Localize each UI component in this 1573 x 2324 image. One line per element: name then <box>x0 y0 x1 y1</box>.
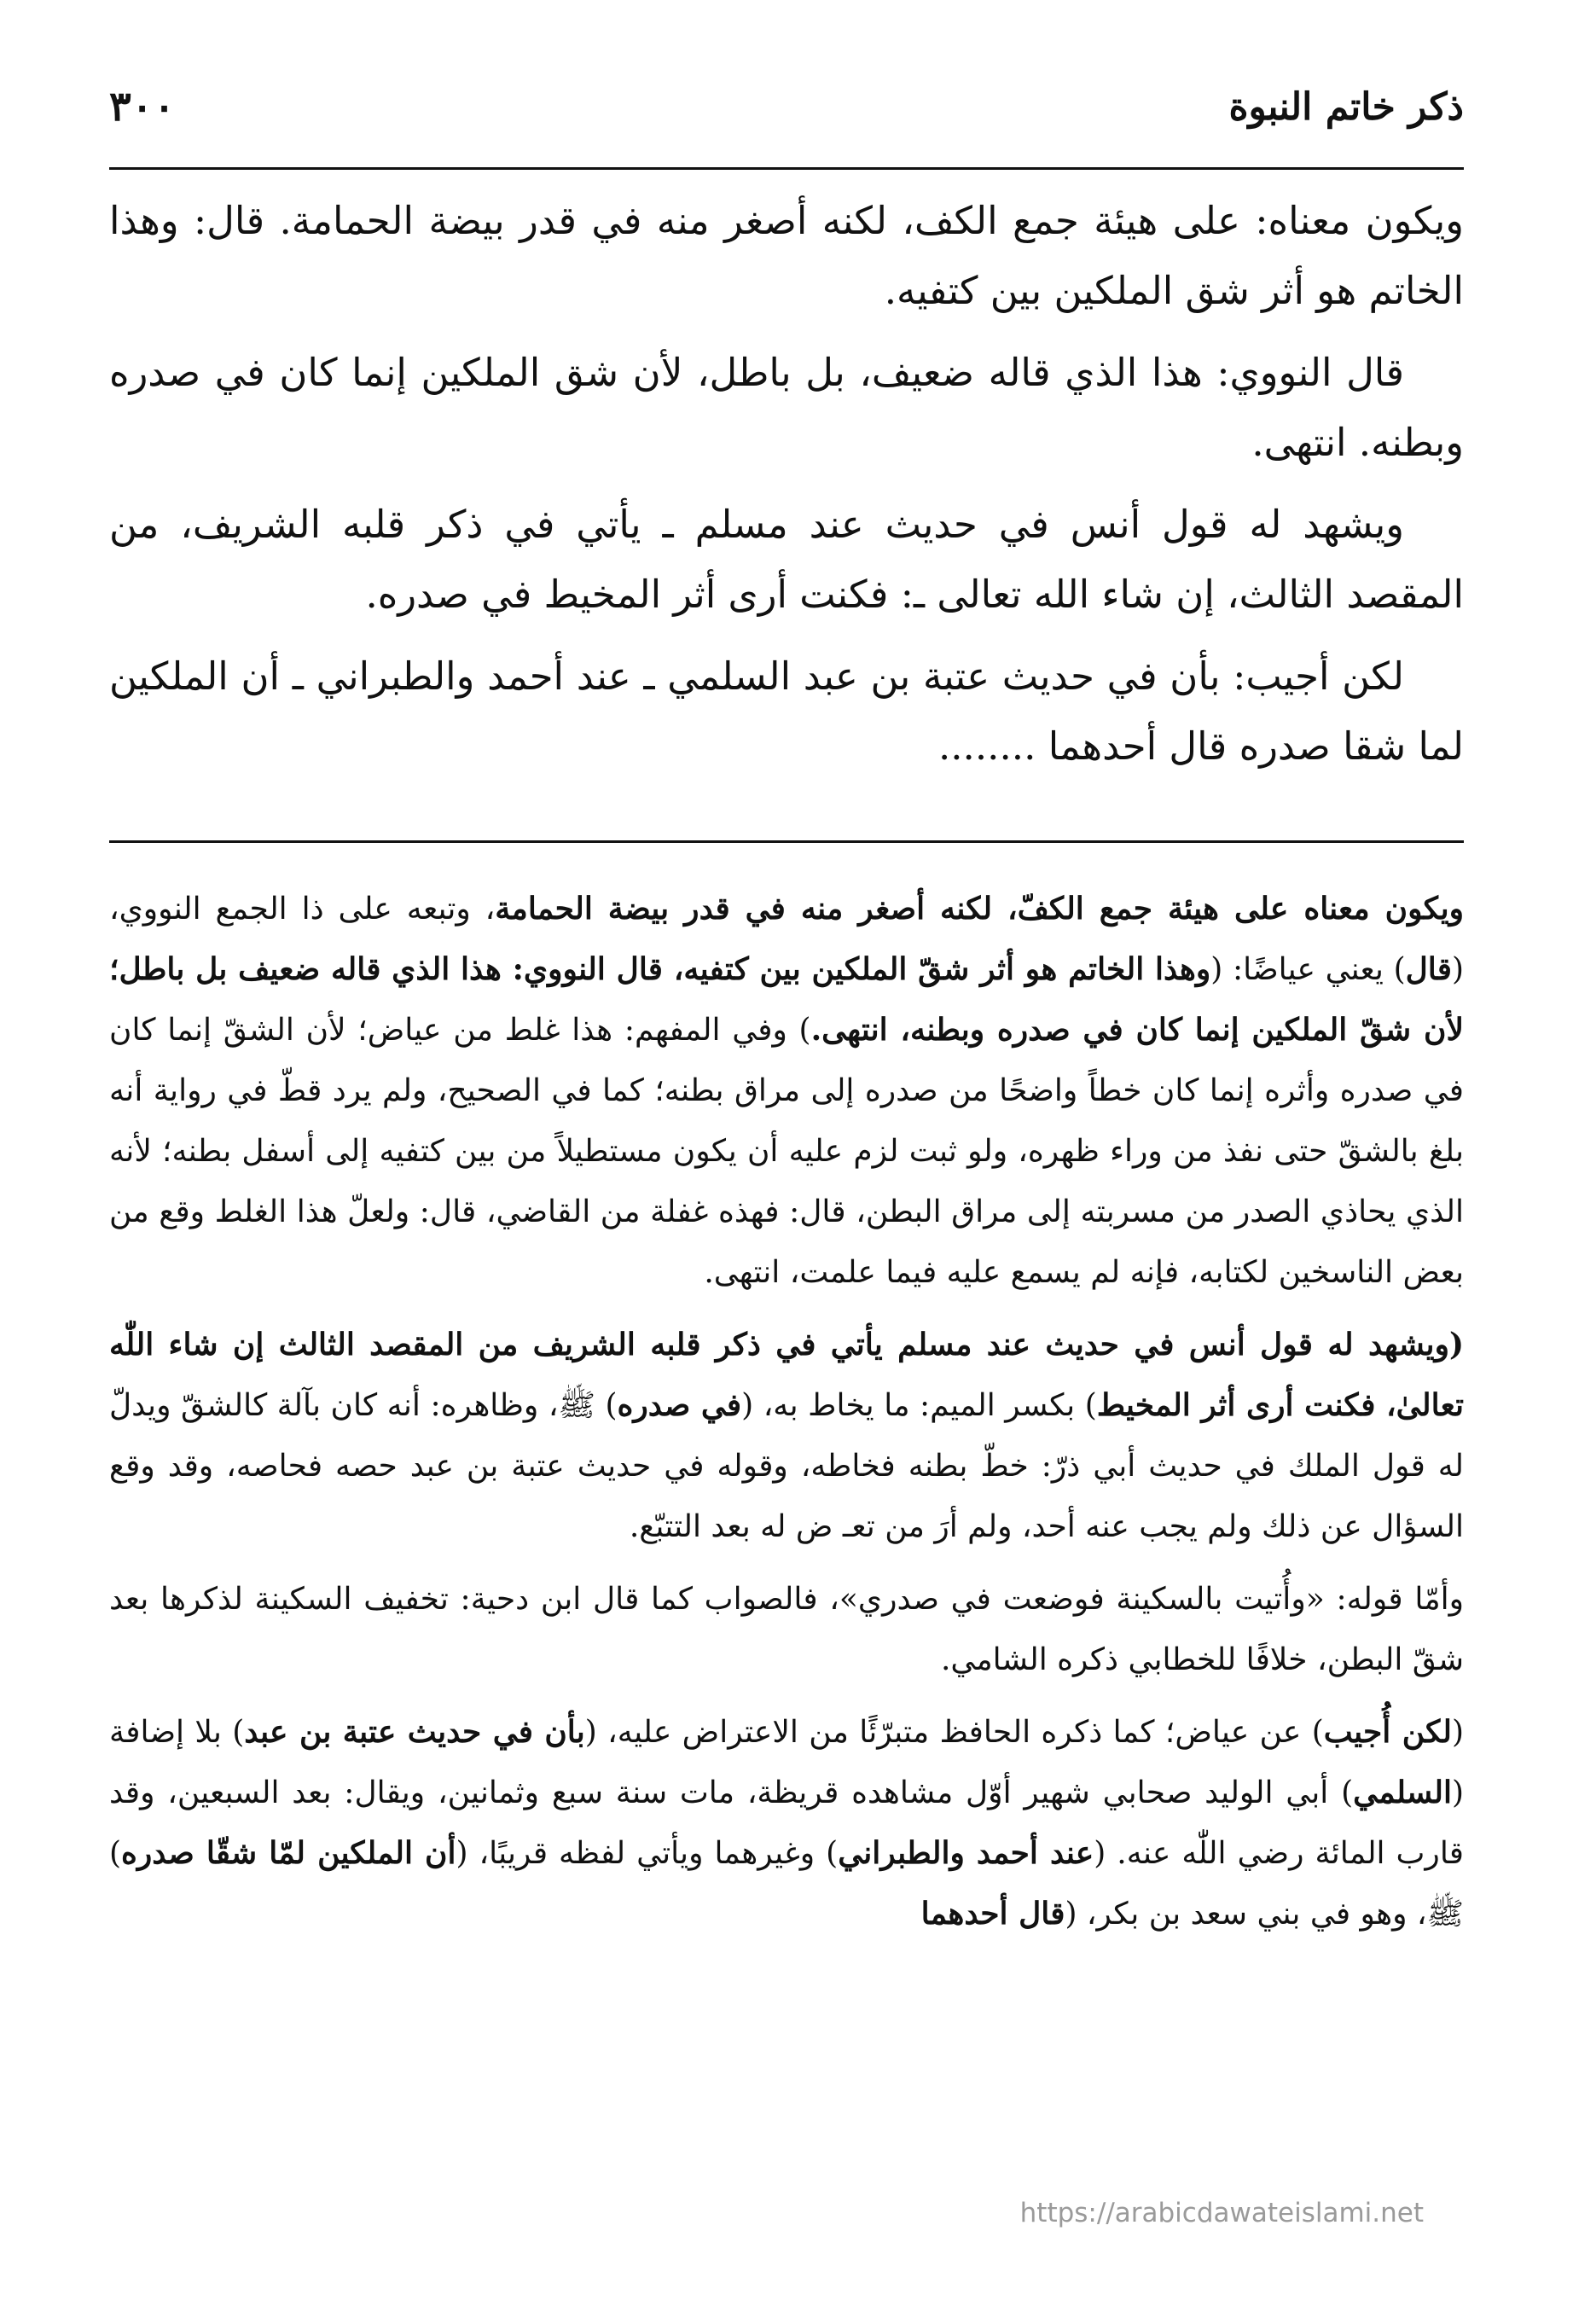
quoted-text: بأن في حديث عتبة بن عبد <box>244 1714 585 1750</box>
quoted-text: (ويشهد له قول أنس في حديث عند مسلم يأتي في ذكر قلبه الشريف من المقصد الثالث إن شاء اللّٰه تعالىٰ، فكنت أرى أثر المخيط <box>109 1327 1465 1423</box>
commentary-text-run: ) وغيرهما ويأتي لفظه قريبًا، ( <box>456 1836 839 1871</box>
quoted-text: قال <box>1405 951 1452 987</box>
quoted-text: لكن أُجيب <box>1323 1714 1452 1750</box>
commentary-text-run: ، وتبعه على ذا الجمع النووي، ( <box>109 892 1465 987</box>
header-rule <box>109 167 1464 170</box>
main-paragraph <box>109 642 1464 781</box>
quoted-text: وهذا الخاتم هو أثر شقّ الملكين بين كتفيه، قال النووي: هذا الذي قاله ضعيف بل باطل؛ لأن شقّ الملكين إنما كان في صدره وبطنه، انتهى. <box>109 951 1464 1048</box>
commentary-paragraph <box>109 879 1464 1303</box>
main-text <box>109 186 1464 793</box>
commentary-text-run: ) بكسر الميم: ما يخاط به، ( <box>741 1388 1097 1423</box>
quoted-text: في صدره <box>617 1387 742 1423</box>
main-paragraph: قال النووي: هذا الذي قاله ضعيف، بل باطل، لأن شق الملكين إنما كان في صدره وبطنه. انتهى. <box>109 350 1464 465</box>
commentary-text-run: ) أبي الوليد صحابي شهير أوّل مشاهده قريظة، مات سنة سبع وثمانين، ويقال: بعد السبعين، وقد قارب المائة رضي اللّٰه عنه. ( <box>109 1775 1464 1871</box>
commentary-text-run: ) بلا إضافة ( <box>109 1715 1464 1810</box>
commentary-paragraph <box>109 1315 1464 1557</box>
commentary-text-run: ) وفي المفهم: هذا غلط من عياض؛ لأن الشقّ إنما كان في صدره وأثره إنما كان خطاً واضحًا من صدره إلى مراق بطنه؛ كما في الصحيح، ولم يرد قطّ في رواية أنه بلغ بالشقّ حتى نفذ من وراء ظهره، ولو ثبت لزم عليه أن يكون مستطيلاً من بين كتفيه إلى أسفل بطنه؛ لأنه الذي يحاذي الصدر من مسربته إلى مراق البطن، قال: فهذه غفلة من القاضي، قال: ولعلّ هذا الغلط وقع من بعض الناسخين لكتابه، فإنه لم يسمع عليه فيما علمت، انتهى. <box>109 1013 1464 1290</box>
section-divider <box>109 840 1464 843</box>
commentary-paragraph: وأمّا قوله: «وأُتيت بالسكينة فوضعت في صدري»، فالصواب كما قال ابن دحية: تخفيف السكينة لذكرها بعد شقّ البطن، خلافًا للخطابي ذكره الشامي. <box>109 1582 1465 1677</box>
commentary-text <box>109 879 1464 1956</box>
commentary-text-run: ) يعني عياضًا: ( <box>1210 952 1406 987</box>
continuation-dots: ........ <box>937 723 1036 769</box>
commentary-paragraph <box>109 1702 1464 1944</box>
page-header <box>109 60 1464 154</box>
quoted-text: عند أحمد والطبراني <box>838 1835 1094 1871</box>
running-title: ذكر خاتم النبوة <box>1228 84 1464 129</box>
quoted-text: قال أحدهما <box>920 1896 1065 1932</box>
commentary-text-run: ) ﷺ، وظاهره: أنه كان بآلة كالشقّ ويدلّ له قول الملك في حديث أبي ذرّ: خطّ بطنه فخاطه، وقوله في حديث عتبة بن عبد حصه فحاصه، وقد وقع السؤال عن ذلك ولم يجب عنه أحد، ولم أرَ من تعـ ض له بعد التتبّع. <box>109 1388 1465 1544</box>
page-number: ٣٠٠ <box>109 83 176 131</box>
quoted-text: السلمي <box>1353 1775 1452 1810</box>
main-paragraph: ويكون معناه: على هيئة جمع الكف، لكنه أصغر منه في قدر بيضة الحمامة. قال: وهذا الخاتم هو أثر شق الملكين بين كتفيه. <box>109 198 1464 313</box>
main-paragraph: ويشهد له قول أنس في حديث عند مسلم ـ يأتي في ذكر قلبه الشريف، من المقصد الثالث، إن شاء الله تعالى ـ: فكنت أرى أثر المخيط في صدره. <box>109 502 1464 617</box>
commentary-text-run: ( <box>1451 1715 1464 1750</box>
commentary-text-run: ) عن عياض؛ كما ذكره الحافظ متبرّئًا من الاعتراض عليه، ( <box>584 1715 1324 1750</box>
quoted-text: أن الملكين لمّا شقّا صدره <box>121 1835 456 1871</box>
commentary-text-run: ) ﷺ، وهو في بني سعد بن بكر، ( <box>109 1836 1464 1932</box>
watermark-url: https://arabicdawateislami.net <box>1019 2198 1424 2228</box>
main-paragraph-text: لكن أجيب: بأن في حديث عتبة بن عبد السلمي ـ عند أحمد والطبراني ـ أن الملكين لما شقا صدره قال أحدهما <box>109 654 1464 769</box>
quoted-text: ويكون معناه على هيئة جمع الكفّ، لكنه أصغر منه في قدر بيضة الحمامة <box>495 891 1464 927</box>
